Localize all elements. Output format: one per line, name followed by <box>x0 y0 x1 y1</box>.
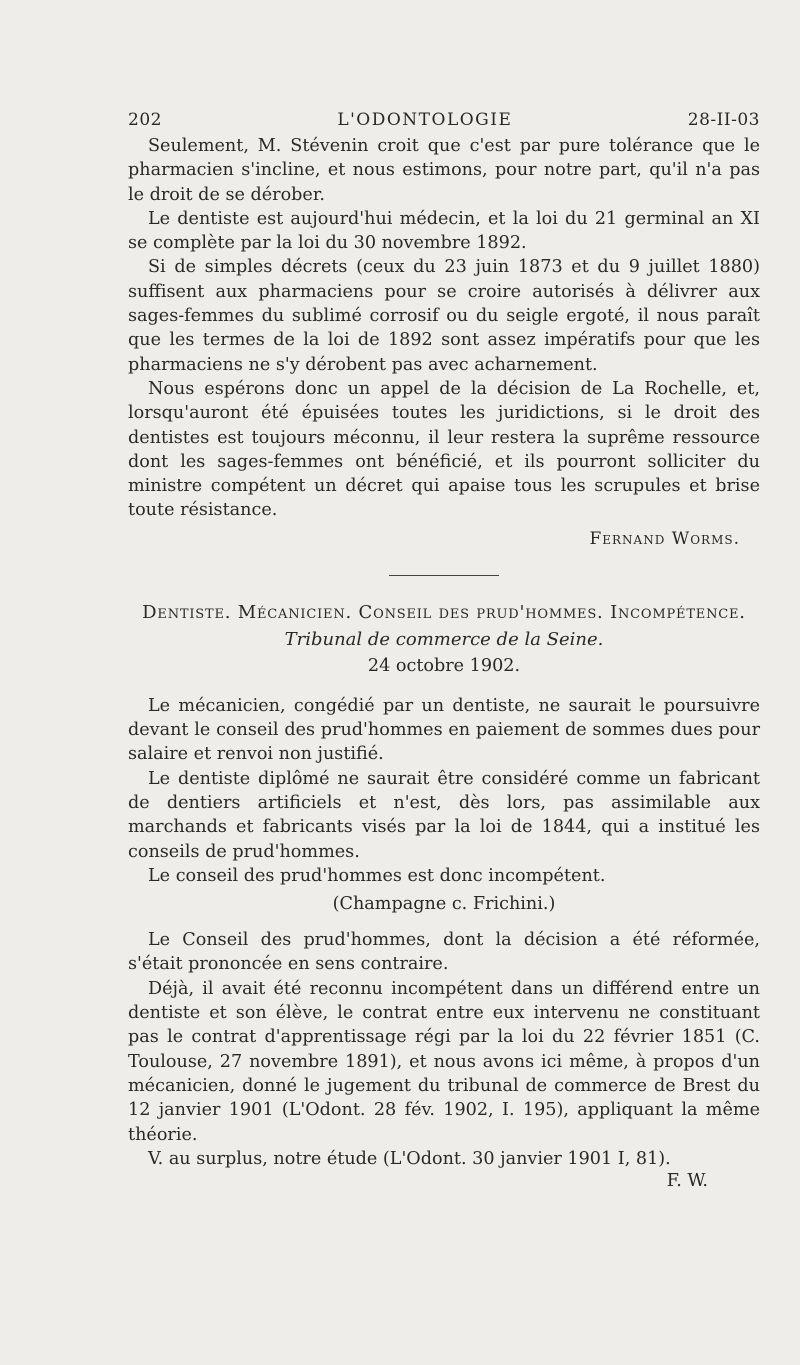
paragraph: Seulement, M. Stévenin croit que c'est par pure tolérance que le pharmacien s'incline, et nous estimons, pour notre part, qu'il n'a pas le droit de se dérober. <box>128 136 760 205</box>
paragraph: Le dentiste diplômé ne saurait être considéré comme un fabricant de dentiers artificiels et n'est, dès lors, pas assimilable aux marchands et fabricants visés par la loi de 1844, qui a institué les conseils de prud'hommes. <box>128 768 760 862</box>
section-pharmacists <box>128 134 760 523</box>
paragraph: V. au surplus, notre étude (L'Odont. 30 janvier 1901 I, 81). <box>148 1148 671 1169</box>
commentary <box>128 928 760 1171</box>
case-name: (Champagne c. Frichini.) <box>332 894 556 915</box>
article-headline: Dentiste. Mécanicien. Conseil des prud'hommes. Incompétence. <box>142 601 746 623</box>
paragraph: Nous espérons donc un appel de la décision de La Rochelle, et, lorsqu'auront été épuisées toutes les juridictions, si le droit des dentistes est toujours méconnu, il leur restera la suprême ressource dont les sages-femmes ont bénéficié, et ils pourront solliciter du ministre compétent un décret qui apaise tous les scrupules et brise toute résistance. <box>128 378 760 521</box>
paragraph: Le mécanicien, congédié par un dentiste, ne saurait le poursuivre devant le conseil des prud'hommes en paiement de sommes dues pour salaire et renvoi non justifié. <box>128 695 760 765</box>
journal-title: L'ODONTOLOGIE <box>337 110 513 130</box>
judgment-summary <box>128 694 760 888</box>
paragraph: Le conseil des prud'hommes est donc incompétent. <box>148 865 606 886</box>
section-divider <box>389 575 499 576</box>
issue-date: 28-II-03 <box>687 110 760 130</box>
book-page <box>128 110 760 1191</box>
paragraph: Le dentiste est aujourd'hui médecin, et la loi du 21 germinal an XI se complète par la loi du 30 novembre 1892. <box>128 208 760 254</box>
judgment-date: 24 octobre 1902. <box>367 655 521 676</box>
court-name: Tribunal de commerce de la Seine. <box>284 628 604 650</box>
page-number: 202 <box>128 110 162 130</box>
paragraph: Le Conseil des prud'hommes, dont la décision a été réformée, s'était prononcée en sens contraire. <box>128 930 760 975</box>
paragraph: Déjà, il avait été reconnu incompétent dans un différend entre un dentiste et son élève, le contrat entre eux intervenu ne constituant pas le contrat d'apprentissage régi par la loi du 22 février 1851 (C. Toulouse, 27 novembre 1891), et nous avons ici même, à propos d'un mécanicien, donné le jugement du tribunal de commerce de Brest du 12 janvier 1901 (L'Odont. 28 fév. 1902, I. 195), appliquant la même théorie. <box>128 978 760 1145</box>
author-initials: F. W. <box>666 1171 708 1192</box>
paragraph: Si de simples décrets (ceux du 23 juin 1873 et du 9 juillet 1880) suffisent aux pharmaciens pour se croire autorisés à délivrer aux sages-femmes du sublimé corrosif ou du seigle ergoté, il nous paraît que les termes de la loi de 1892 sont assez impératifs pour que les pharmaciens ne s'y dérobent pas avec acharnement. <box>128 257 760 375</box>
author-signature: Fernand Worms. <box>589 528 740 549</box>
running-head <box>128 110 760 130</box>
